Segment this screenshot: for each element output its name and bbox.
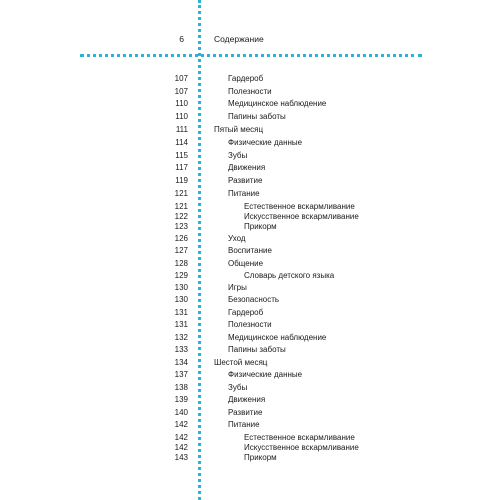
toc-entry-title: Питание bbox=[228, 189, 260, 198]
toc-entry-page: 121 bbox=[174, 202, 188, 211]
toc-entry bbox=[0, 150, 500, 162]
toc-entry bbox=[0, 124, 500, 136]
horizontal-dotted-rule bbox=[80, 54, 422, 57]
toc-entry bbox=[0, 221, 500, 233]
toc-entry-page: 127 bbox=[174, 246, 188, 255]
toc-entry-page: 133 bbox=[174, 345, 188, 354]
toc-entry bbox=[0, 188, 500, 200]
toc-entry-page: 121 bbox=[174, 189, 188, 198]
toc-entry-page: 126 bbox=[174, 234, 188, 243]
toc-entry-title: Папины заботы bbox=[228, 345, 286, 354]
toc-entry-page: 110 bbox=[175, 99, 188, 108]
toc-entry-title: Физические данные bbox=[228, 138, 303, 147]
toc-entry-title: Медицинское наблюдение bbox=[228, 99, 327, 108]
toc-entry-title: Движения bbox=[228, 163, 266, 172]
toc-entry bbox=[0, 175, 500, 187]
toc-entry-title: Искусственное вскармливание bbox=[244, 212, 359, 221]
toc-entry-title: Естественное вскармливание bbox=[244, 433, 355, 442]
toc-entry bbox=[0, 137, 500, 149]
toc-entry-page: 110 bbox=[175, 112, 188, 121]
toc-entry-title: Развитие bbox=[228, 408, 263, 417]
toc-entry-title: Движения bbox=[228, 395, 266, 404]
toc-chapter-title: Пятый месяц bbox=[214, 125, 264, 134]
toc-entry-page: 107 bbox=[174, 74, 188, 83]
toc-entry bbox=[0, 419, 500, 431]
page-number: 6 bbox=[179, 34, 184, 44]
toc-entry-page: 140 bbox=[174, 408, 188, 417]
toc-entry-page: 117 bbox=[175, 163, 188, 172]
toc-entry-title: Прикорм bbox=[244, 453, 277, 462]
toc-entry-page: 114 bbox=[175, 138, 188, 147]
toc-entry-page: 119 bbox=[175, 176, 188, 185]
toc-entry-title: Прикорм bbox=[244, 222, 277, 231]
toc-entry-page: 115 bbox=[175, 151, 188, 160]
toc-entry bbox=[0, 162, 500, 174]
toc-entry-page: 142 bbox=[174, 433, 188, 442]
toc-entry bbox=[0, 369, 500, 381]
toc-entry-title: Питание bbox=[228, 420, 260, 429]
toc-entry bbox=[0, 294, 500, 306]
toc-entry-title: Общение bbox=[228, 259, 264, 268]
toc-entry-page: 138 bbox=[174, 383, 188, 392]
toc-entry-page: 107 bbox=[174, 87, 188, 96]
toc-entry bbox=[0, 258, 500, 270]
toc-entry bbox=[0, 344, 500, 356]
toc-entry-page: 129 bbox=[174, 271, 188, 280]
toc-entry-title: Гардероб bbox=[228, 308, 264, 317]
toc-entry-page: 132 bbox=[174, 333, 188, 342]
toc-entry-page: 143 bbox=[174, 453, 188, 462]
toc-entry-page: 142 bbox=[174, 443, 188, 452]
toc-entry-title: Словарь детского языка bbox=[244, 271, 335, 280]
toc-entry-title: Физические данные bbox=[228, 370, 303, 379]
toc-entry-page: 128 bbox=[174, 259, 188, 268]
toc-entry-title: Уход bbox=[228, 234, 246, 243]
toc-entry bbox=[0, 394, 500, 406]
toc-entry bbox=[0, 382, 500, 394]
toc-entry bbox=[0, 452, 500, 464]
toc-entry-title: Зубы bbox=[228, 151, 248, 160]
running-title: Содержание bbox=[214, 34, 264, 44]
toc-entry-title: Воспитание bbox=[228, 246, 272, 255]
toc-entry-page: 131 bbox=[174, 308, 188, 317]
toc-entry bbox=[0, 98, 500, 110]
toc-entry bbox=[0, 73, 500, 85]
toc-entry-page: 134 bbox=[174, 358, 188, 367]
toc-entry-page: 130 bbox=[174, 295, 188, 304]
toc-entry-page: 122 bbox=[174, 212, 188, 221]
toc-entry bbox=[0, 245, 500, 257]
toc-entry bbox=[0, 319, 500, 331]
toc-chapter-title: Шестой месяц bbox=[214, 358, 268, 367]
toc-entry-title: Игры bbox=[228, 283, 247, 292]
toc-entry-title: Медицинское наблюдение bbox=[228, 333, 327, 342]
toc-entry-title: Гардероб bbox=[228, 74, 264, 83]
toc-entry-title: Зубы bbox=[228, 383, 248, 392]
toc-entry bbox=[0, 407, 500, 419]
toc-entry bbox=[0, 357, 500, 369]
toc-entry bbox=[0, 86, 500, 98]
toc-entry bbox=[0, 332, 500, 344]
toc-entry-page: 139 bbox=[174, 395, 188, 404]
toc-entry-page: 111 bbox=[175, 125, 188, 134]
toc-entry bbox=[0, 111, 500, 123]
toc-entry-page: 130 bbox=[174, 283, 188, 292]
toc-entry bbox=[0, 270, 500, 282]
toc-entry bbox=[0, 282, 500, 294]
toc-entry-title: Развитие bbox=[228, 176, 263, 185]
toc-entry-title: Полезности bbox=[228, 320, 272, 329]
toc-entry-page: 123 bbox=[174, 222, 188, 231]
toc-entry-title: Искусственное вскармливание bbox=[244, 443, 359, 452]
toc-entry-title: Безопасность bbox=[228, 295, 280, 304]
toc-entry-page: 142 bbox=[174, 420, 188, 429]
toc-entry-title: Полезности bbox=[228, 87, 272, 96]
toc-entry-page: 131 bbox=[174, 320, 188, 329]
toc-entry bbox=[0, 233, 500, 245]
toc-entry-title: Папины заботы bbox=[228, 112, 286, 121]
toc-entry bbox=[0, 307, 500, 319]
toc-entry-page: 137 bbox=[174, 370, 188, 379]
toc-entry-title: Естественное вскармливание bbox=[244, 202, 355, 211]
